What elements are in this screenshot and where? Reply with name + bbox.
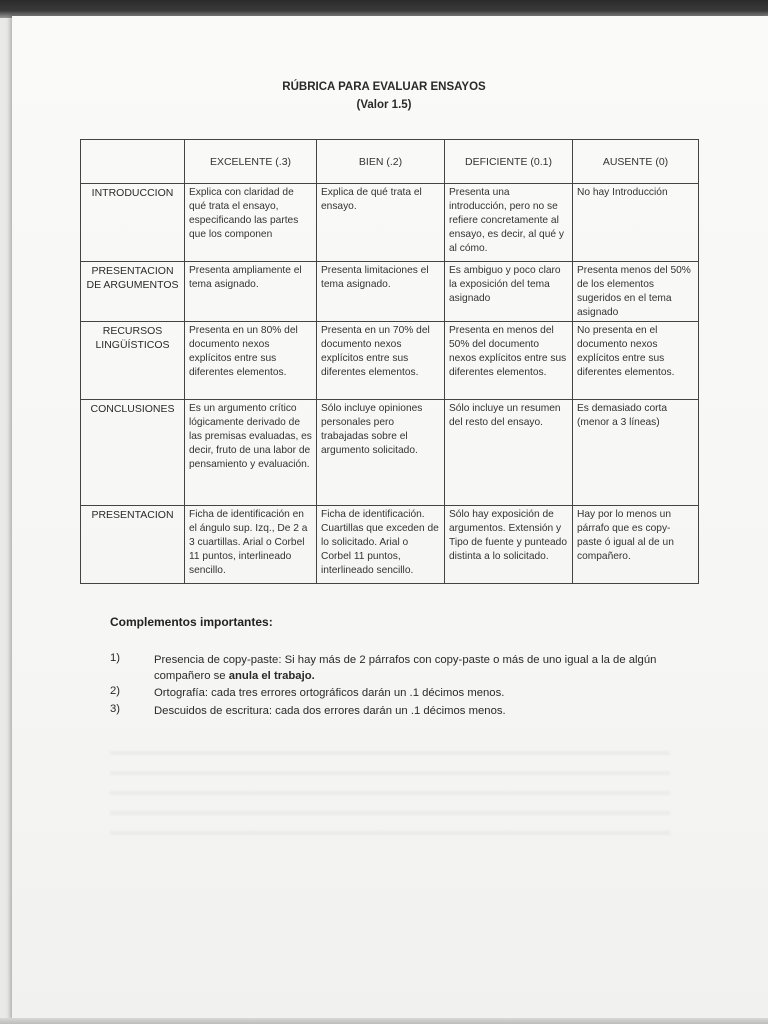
- cell-ausente: No presenta en el documento nexos explícitos entre sus diferentes elementos.: [573, 322, 699, 400]
- cell-excelente: Es un argumento crítico lógicamente derivado de las premisas evaluadas, es decir, fruto de una labor de pensamiento y evaluación.: [185, 400, 317, 506]
- complements-title: Complementos importantes:: [110, 615, 273, 629]
- cell-bien: Sólo incluye opiniones personales pero trabajadas sobre el argumento solicitado.: [317, 400, 445, 506]
- paper-bottom-edge: [0, 1018, 768, 1024]
- cell-bien: Ficha de identificación. Cuartillas que exceden de lo solicitado. Arial o Corbel 11 puntos, interlineado sencillo.: [317, 506, 445, 584]
- cell-excelente: Ficha de identificación en el ángulo sup. Izq., De 2 a 3 cuartillas. Arial o Corbel 11 puntos, interlineado sencillo.: [185, 506, 317, 584]
- cell-excelente: Presenta en un 80% del documento nexos explícitos entre sus diferentes elementos.: [185, 322, 317, 400]
- cell-deficiente: Sólo hay exposición de argumentos. Extensión y Tipo de fuente y punteado distinta a lo solicitado.: [445, 506, 573, 584]
- cell-bien: Explica de qué trata el ensayo.: [317, 184, 445, 262]
- cell-ausente: Es demasiado corta (menor a 3 líneas): [573, 400, 699, 506]
- criterion-introduccion: INTRODUCCION: [81, 184, 185, 262]
- rubric-header-row: [81, 140, 699, 184]
- criterion-presentacion: PRESENTACION: [81, 506, 185, 584]
- criterion-presentacion-argumentos: PRESENTACION DE ARGUMENTOS: [81, 262, 185, 322]
- cell-bien: Presenta en un 70% del documento nexos explícitos entre sus diferentes elementos.: [317, 322, 445, 400]
- complement-text: Ortografía: cada tres errores ortográficos darán un .1 décimos menos.: [154, 687, 505, 699]
- criterion-recursos-linguisticos: RECURSOS LINGÜÍSTICOS: [81, 322, 185, 400]
- table-row: [81, 506, 699, 584]
- header-deficiente: DEFICIENTE (0.1): [445, 140, 573, 184]
- table-row: [81, 262, 699, 322]
- cell-ausente: Hay por lo menos un párrafo que es copy-paste ó igual al de un compañero.: [573, 506, 699, 584]
- cell-excelente: Explica con claridad de qué trata el ensayo, especificando las partes que los componen: [185, 184, 317, 262]
- cell-deficiente: Presenta una introducción, pero no se refiere concretamente al ensayo, es decir, al qué y al cómo.: [445, 184, 573, 262]
- cell-deficiente: Sólo incluye un resumen del resto del ensayo.: [445, 400, 573, 506]
- rubric-table: [80, 139, 699, 584]
- cell-ausente: Presenta menos del 50% de los elementos sugeridos en el tema asignado: [573, 262, 699, 322]
- complement-num: 3): [110, 703, 121, 715]
- cell-deficiente: Presenta en menos del 50% del documento nexos explícitos entre sus diferentes elementos.: [445, 322, 573, 400]
- complement-text: [154, 652, 674, 684]
- header-excelente: EXCELENTE (.3): [185, 140, 317, 184]
- header-bien: BIEN (.2): [317, 140, 445, 184]
- complement-num: 1): [110, 652, 121, 664]
- table-row: [81, 184, 699, 262]
- complement-num: 2): [110, 685, 121, 697]
- complement-text: Descuidos de escritura: cada dos errores darán un .1 décimos menos.: [154, 705, 506, 717]
- complement-text-body: Presencia de copy-paste: Si hay más de 2 párrafos con copy-paste o más de uno igual a la de algún compañero se: [154, 654, 657, 682]
- cell-bien: Presenta limitaciones el tema asignado.: [317, 262, 445, 322]
- document-title: RÚBRICA PARA EVALUAR ENSAYOS: [282, 81, 486, 93]
- cell-deficiente: Es ambiguo y poco claro la exposición del tema asignado: [445, 262, 573, 322]
- table-row: [81, 400, 699, 506]
- header-ausente: AUSENTE (0): [573, 140, 699, 184]
- document-subtitle: (Valor 1.5): [356, 99, 412, 111]
- header-blank: [81, 140, 185, 184]
- table-row: [81, 322, 699, 400]
- complement-text-bold: anula el trabajo.: [228, 670, 315, 682]
- cell-ausente: No hay Introducción: [573, 184, 699, 262]
- cell-excelente: Presenta ampliamente el tema asignado.: [185, 262, 317, 322]
- criterion-conclusiones: CONCLUSIONES: [81, 400, 185, 506]
- bleed-through-text: [110, 735, 670, 845]
